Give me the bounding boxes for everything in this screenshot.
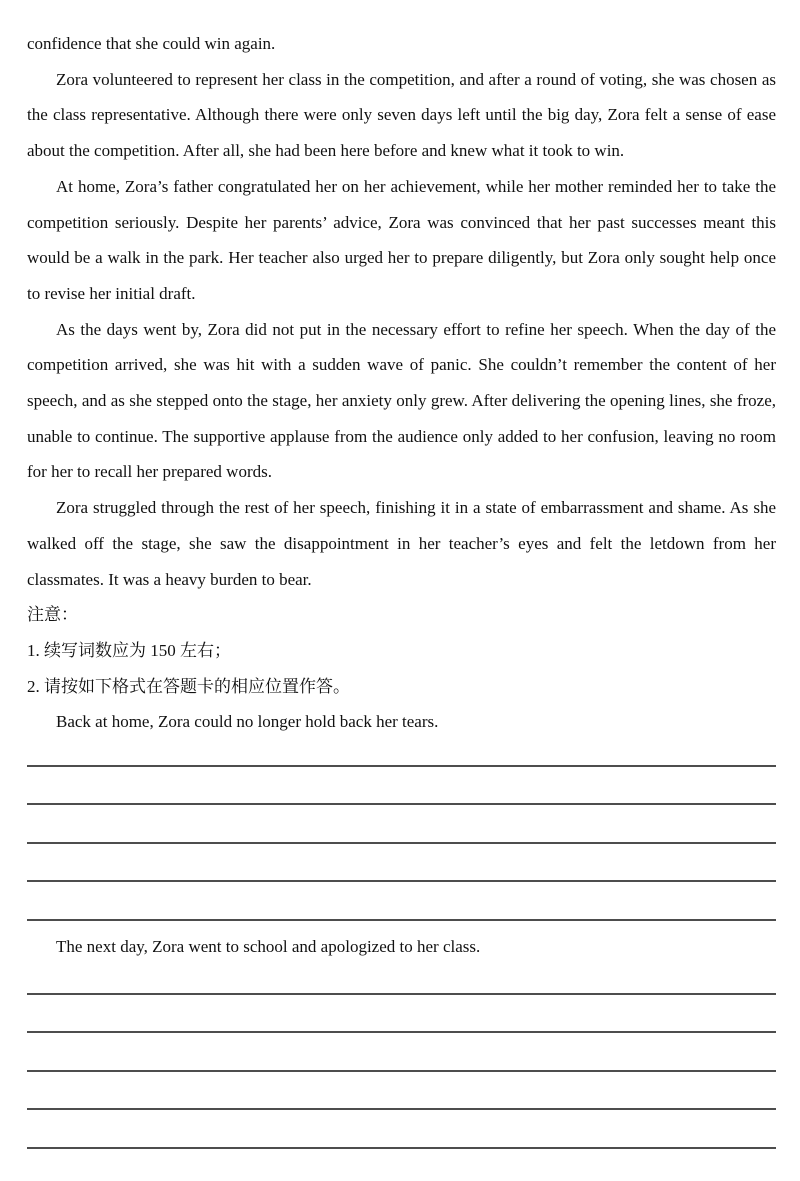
- answer-line: [27, 1072, 776, 1111]
- reading-passage: [27, 26, 776, 597]
- note-item-word-count: 1. 续写词数应为 150 左右；: [27, 640, 231, 660]
- continuation-prompt-2: The next day, Zora went to school and apologized to her class.: [56, 936, 481, 956]
- passage-paragraph: Zora volunteered to represent her class in the competition, and after a round of voting, she was chosen as the class representative. Although there were only seven days left until the big day, Zora felt a sense of ease about the competition. After all, she had been here before and knew what it took to win.: [27, 69, 776, 161]
- answer-line: [27, 767, 776, 806]
- answer-line: [27, 882, 776, 921]
- note-item-format: 2. 请按如下格式在答题卡的相应位置作答。: [27, 676, 350, 696]
- continuation-prompt-1: Back at home, Zora could no longer hold back her tears.: [56, 712, 439, 732]
- answer-lines-block-1: [27, 728, 776, 921]
- answer-line: [27, 995, 776, 1034]
- passage-paragraph: As the days went by, Zora did not put in the necessary effort to refine her speech. When the day of the competition arrived, she was hit with a sudden wave of panic. She couldn’t remember the content of her speech, and as she stepped onto the stage, her anxiety only grew. After delivering the opening lines, she froze, unable to continue. The supportive applause from the audience only added to her confusion, leaving no room for her to recall her prepared words.: [27, 319, 776, 482]
- answer-line: [27, 805, 776, 844]
- notes-section: [27, 597, 776, 704]
- passage-paragraph: At home, Zora’s father congratulated her on her achievement, while her mother reminded her to take the competition seriously. Despite her parents’ advice, Zora was convinced that her past successes meant this would be a walk in the park. Her teacher also urged her to prepare diligently, but Zora only sought help once to revise her initial draft.: [27, 176, 776, 303]
- answer-line: [27, 1110, 776, 1149]
- answer-line: [27, 844, 776, 883]
- passage-paragraph: Zora struggled through the rest of her speech, finishing it in a state of embarrassment and shame. As she walked off the stage, she saw the disappointment in her teacher’s eyes and felt the letdown from her classmates. It was a heavy burden to bear.: [27, 498, 776, 589]
- answer-lines-block-2: [27, 956, 776, 1149]
- notes-heading: 注意：: [27, 605, 78, 625]
- continuation-section: [27, 704, 776, 1148]
- answer-line: [27, 1033, 776, 1072]
- passage-paragraph: confidence that she could win again.: [27, 34, 276, 53]
